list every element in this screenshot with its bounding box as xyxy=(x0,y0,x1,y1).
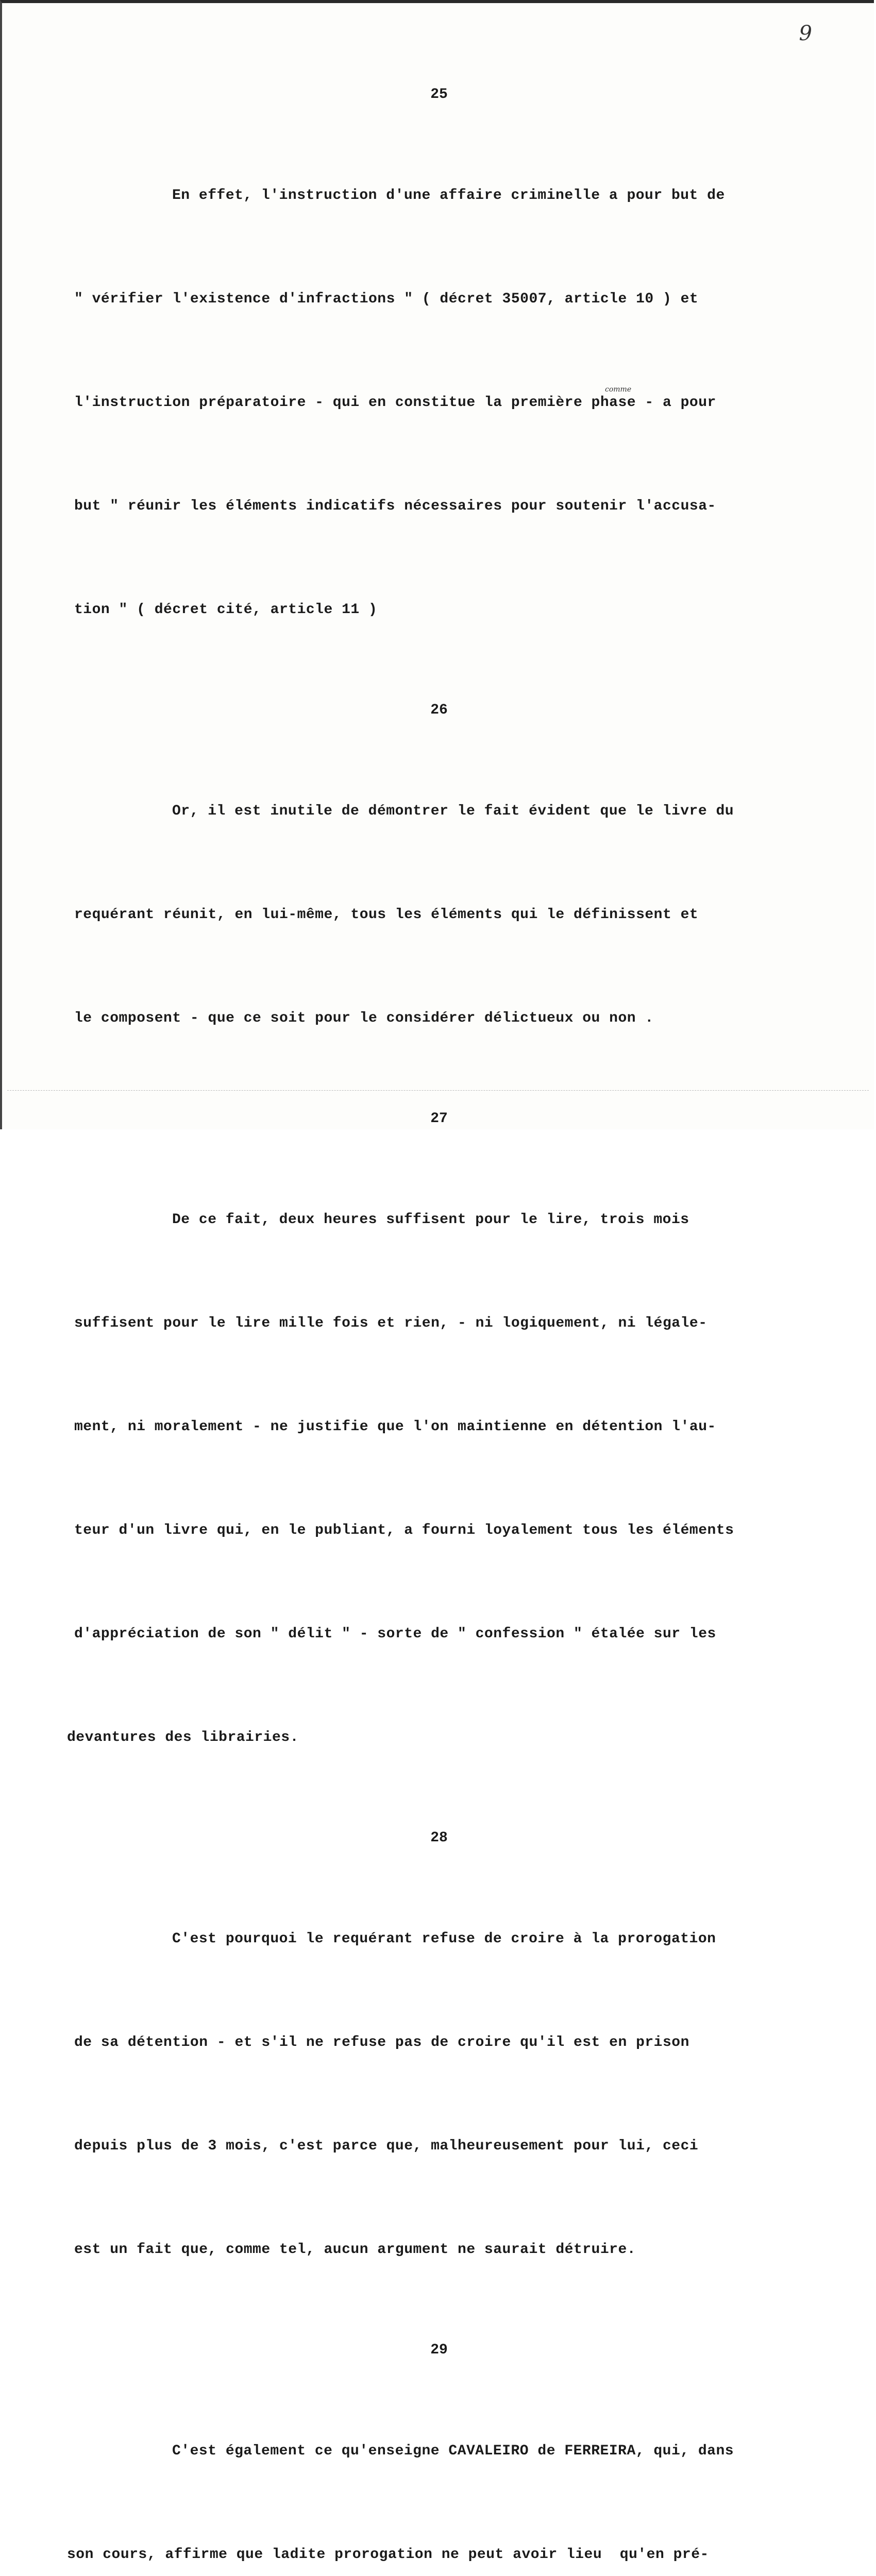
section-number-26: 26 xyxy=(430,702,448,718)
text-line: tion " ( décret cité, article 11 ) xyxy=(74,602,378,618)
text-line: but " réunir les éléments indicatifs nécessaires pour soutenir l'accusa- xyxy=(74,498,716,514)
text-line: d'appréciation de son " délit " - sorte de " confession " étalée sur les xyxy=(74,1626,716,1642)
text-line: C'est également ce qu'enseigne CAVALEIRO de FERREIRA, qui, dans xyxy=(172,2443,734,2459)
text-line: de sa détention - et s'il ne refuse pas de croire qu'il est en prison xyxy=(74,2035,689,2050)
text-line: devantures des librairies. xyxy=(67,1730,299,1745)
paragraph-27 xyxy=(67,1133,857,1824)
paragraph-29 xyxy=(67,2365,857,2576)
text-line: C'est pourquoi le requérant refuse de croire à la prorogation xyxy=(172,1931,716,1947)
handwritten-annotation: comme xyxy=(605,385,632,394)
text-line: requérant réunit, en lui-même, tous les éléments qui le définissent et xyxy=(74,907,699,923)
text-line: De ce fait, deux heures suffisent pour le lire, trois mois xyxy=(172,1212,689,1228)
text-line: le composent - que ce soit pour le considérer délictueux ou non . xyxy=(74,1010,654,1026)
text-line: son cours, affirme que ladite prorogation ne peut avoir lieu qu'en pré- xyxy=(67,2547,709,2563)
text-line: l'instruction préparatoire - qui en constitue la première phase - a pour xyxy=(74,395,716,411)
text-line: suffisent pour le lire mille fois et rien, - ni logiquement, ni légale- xyxy=(74,1315,707,1331)
text-line: est un fait que, comme tel, aucun argument ne saurait détruire. xyxy=(74,2242,636,2258)
text-line: Or, il est inutile de démontrer le fait évident que le livre du xyxy=(172,803,734,819)
text-line: depuis plus de 3 mois, c'est parce que, malheureusement pour lui, ceci xyxy=(74,2138,699,2154)
paragraph-25 xyxy=(74,109,857,696)
paragraph-28 xyxy=(74,1853,857,2336)
text-line: teur d'un livre qui, en le publiant, a fourni loyalement tous les éléments xyxy=(74,1522,734,1538)
section-number-25: 25 xyxy=(430,87,448,103)
page-edge-divider xyxy=(7,1090,869,1091)
section-number-28: 28 xyxy=(430,1830,448,1846)
section-number-29: 29 xyxy=(430,2342,448,2358)
text-line: " vérifier l'existence d'infractions " ( décret 35007, article 10 ) et xyxy=(74,291,699,307)
text-line: En effet, l'instruction d'une affaire criminelle a pour but de xyxy=(172,188,725,204)
document-body xyxy=(67,80,857,2576)
page-number: 9 xyxy=(799,22,812,45)
paragraph-26 xyxy=(74,725,857,1105)
section-number-27: 27 xyxy=(430,1111,448,1127)
text-line: ment, ni moralement - ne justifie que l'on maintienne en détention l'au- xyxy=(74,1419,716,1435)
